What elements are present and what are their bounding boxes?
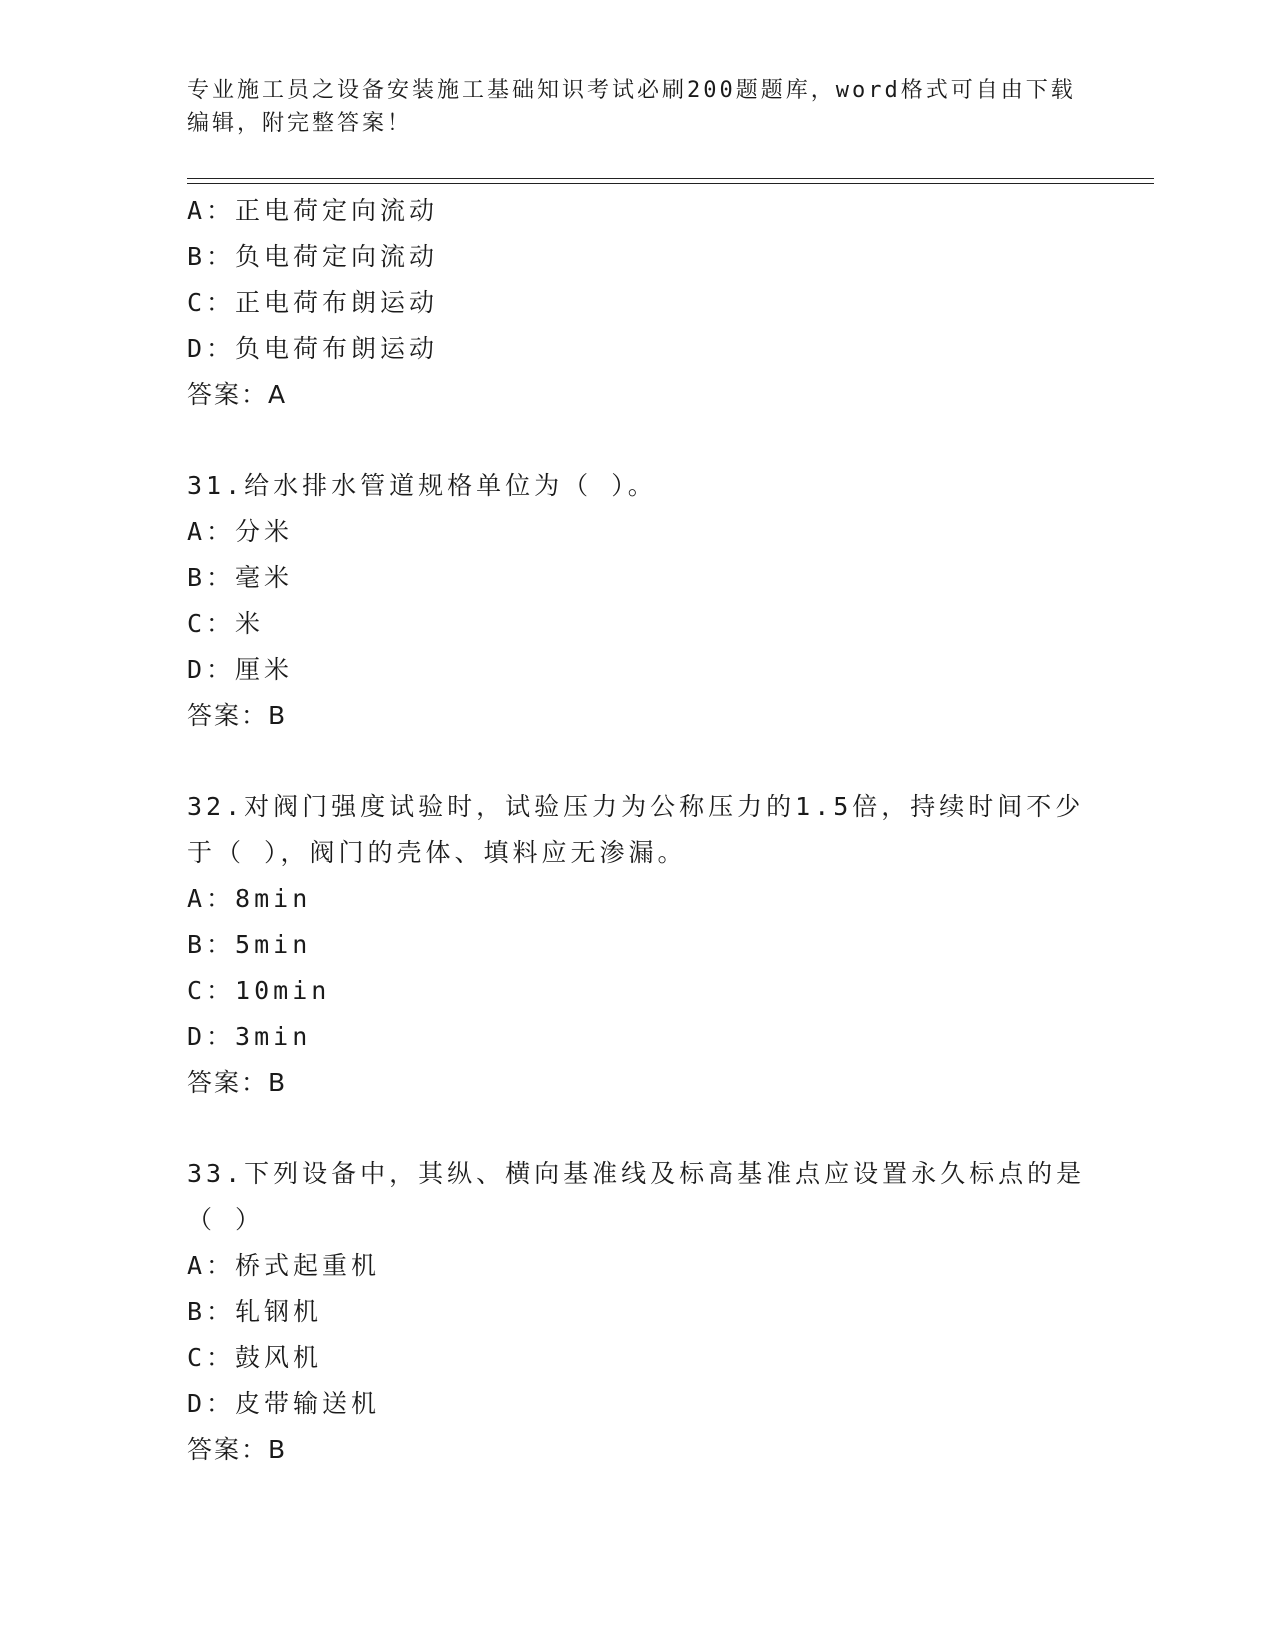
question-block-31 <box>187 463 1087 739</box>
header-title-line-2: 编辑，附完整答案！ <box>187 111 413 136</box>
answer-line: 答案：B <box>187 1435 288 1464</box>
option-c: C：米 <box>187 609 265 638</box>
option-b: B：负电荷定向流动 <box>187 242 439 271</box>
question-text: 33.下列设备中，其纵、横向基准线及标高基准点应设置永久标点的是（ ） <box>187 1159 1086 1234</box>
question-list <box>187 188 1087 1473</box>
answer-line: 答案：B <box>187 1068 288 1097</box>
header-divider-top <box>187 178 1154 179</box>
option-a: A：分米 <box>187 517 294 546</box>
question-block-33 <box>187 1151 1087 1473</box>
option-b: B：毫米 <box>187 563 294 592</box>
option-c: C：正电荷布朗运动 <box>187 288 439 317</box>
option-b: B：5min <box>187 930 312 959</box>
option-d: D：负电荷布朗运动 <box>187 334 439 363</box>
option-a: A：桥式起重机 <box>187 1251 381 1280</box>
option-d: D：3min <box>187 1022 312 1051</box>
spacer <box>187 1106 1087 1151</box>
option-d: D：厘米 <box>187 655 294 684</box>
header-title-line-1: 专业施工员之设备安装施工基础知识考试必刷200题题库，word格式可自由下载 <box>187 78 1076 103</box>
option-b: B：轧钢机 <box>187 1297 323 1326</box>
question-block-32 <box>187 784 1087 1106</box>
option-a: A：8min <box>187 884 312 913</box>
answer-line: 答案：A <box>187 380 288 409</box>
question-block-30 <box>187 188 1087 418</box>
header-divider-bottom <box>187 183 1154 184</box>
option-d: D：皮带输送机 <box>187 1389 381 1418</box>
option-c: C：10min <box>187 976 331 1005</box>
question-text: 31.给水排水管道规格单位为（ ）。 <box>187 471 657 500</box>
option-a: A：正电荷定向流动 <box>187 196 439 225</box>
spacer <box>187 739 1087 784</box>
option-c: C：鼓风机 <box>187 1343 323 1372</box>
question-text: 32.对阀门强度试验时，试验压力为公称压力的1.5倍，持续时间不少于（ ），阀门的壳体、填料应无渗漏。 <box>187 792 1085 867</box>
answer-line: 答案：B <box>187 701 288 730</box>
document-header <box>187 74 1087 140</box>
spacer <box>187 418 1087 463</box>
